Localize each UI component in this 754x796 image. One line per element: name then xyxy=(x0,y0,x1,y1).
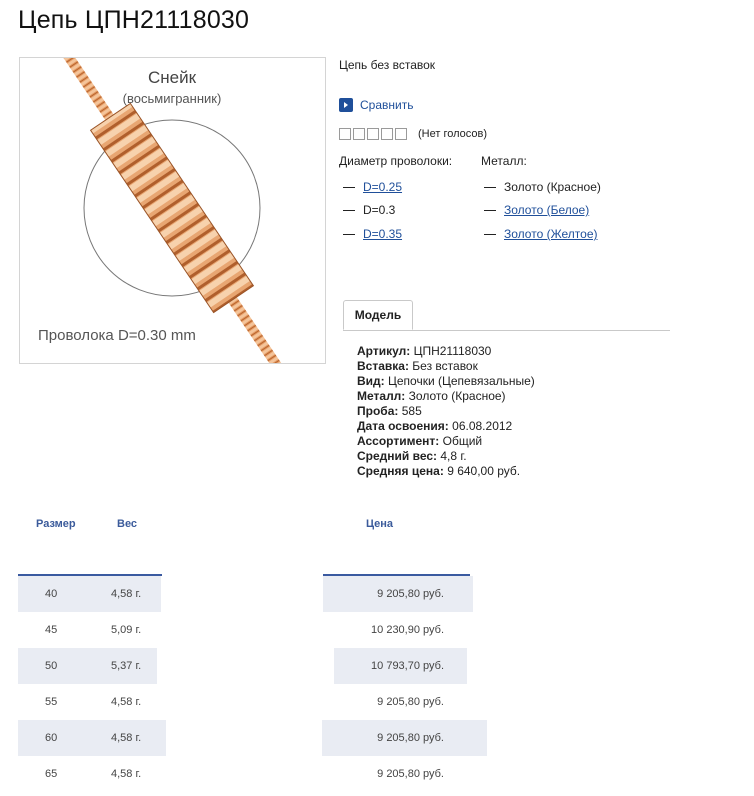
rating-star-icon[interactable] xyxy=(381,128,393,140)
compare-link[interactable]: Сравнить xyxy=(360,98,414,112)
detail-label: Ассортимент: xyxy=(357,434,440,448)
diameter-header: Диаметр проволоки: xyxy=(339,154,453,168)
detail-label: Проба: xyxy=(357,404,399,418)
rating-star-icon[interactable] xyxy=(339,128,351,140)
cell-size: 40 xyxy=(45,588,58,600)
product-image xyxy=(19,57,326,364)
detail-row xyxy=(357,359,535,374)
detail-value: Цепочки (Цепевязальные) xyxy=(388,374,535,388)
tab-bar xyxy=(343,330,670,331)
image-caption-main: Снейк xyxy=(147,68,197,87)
tab-model[interactable]: Модель xyxy=(343,300,413,330)
detail-value: 06.08.2012 xyxy=(452,419,513,433)
cell-size: 50 xyxy=(45,660,58,672)
cell-size: 45 xyxy=(45,624,58,636)
diameter-option[interactable] xyxy=(343,180,402,194)
cell-weight: 5,09 г. xyxy=(111,624,142,636)
image-caption-sub: (восьмигранник) xyxy=(122,91,222,106)
detail-value: Золото (Красное) xyxy=(408,389,506,403)
cell-weight: 4,58 г. xyxy=(111,768,142,780)
insert-note: Цепь без вставок xyxy=(339,58,436,72)
cell-size: 60 xyxy=(45,732,58,744)
cell-size: 65 xyxy=(45,768,58,780)
cell-weight: 4,58 г. xyxy=(111,732,142,744)
detail-value: ЦПН21118030 xyxy=(413,344,492,358)
details-list xyxy=(357,344,535,479)
detail-value: 4,8 г. xyxy=(440,449,467,463)
diameter-option[interactable] xyxy=(343,227,402,241)
diameter-link[interactable]: D=0.35 xyxy=(363,227,403,241)
detail-label: Вид: xyxy=(357,374,385,388)
cell-size: 55 xyxy=(45,696,58,708)
table-row-stripe xyxy=(18,720,166,756)
metal-link[interactable]: Золото (Желтое) xyxy=(504,227,598,241)
cell-price: 10 230,90 руб. xyxy=(371,624,444,636)
metal-link[interactable]: Золото (Белое) xyxy=(504,203,590,217)
detail-label: Средний вес: xyxy=(357,449,438,463)
detail-row xyxy=(357,374,535,389)
detail-label: Средняя цена: xyxy=(357,464,444,478)
detail-value: Без вставок xyxy=(412,359,478,373)
cell-weight: 4,58 г. xyxy=(111,696,142,708)
detail-row xyxy=(357,404,535,419)
detail-label: Вставка: xyxy=(357,359,409,373)
arrow-right-icon xyxy=(339,98,353,112)
detail-label: Артикул: xyxy=(357,344,411,358)
detail-label: Металл: xyxy=(357,389,406,403)
metal-option[interactable] xyxy=(484,203,589,217)
detail-row xyxy=(357,464,535,479)
cell-price: 9 205,80 руб. xyxy=(377,588,444,600)
cell-price: 9 205,80 руб. xyxy=(377,768,444,780)
rating-star-icon[interactable] xyxy=(395,128,407,140)
column-header-size: Размер xyxy=(36,518,76,530)
detail-row xyxy=(357,449,535,464)
cell-price: 9 205,80 руб. xyxy=(377,732,444,744)
column-header-price: Цена xyxy=(366,518,394,530)
detail-label: Дата освоения: xyxy=(357,419,449,433)
image-caption-wire: Проволока D=0.30 mm xyxy=(38,327,196,344)
detail-row xyxy=(357,389,535,404)
cell-weight: 4,58 г. xyxy=(111,588,142,600)
cell-price: 9 205,80 руб. xyxy=(377,696,444,708)
rating-star-icon[interactable] xyxy=(367,128,379,140)
diameter-link[interactable]: D=0.25 xyxy=(363,180,403,194)
metal-option[interactable] xyxy=(484,227,598,241)
rating-star-icon[interactable] xyxy=(353,128,365,140)
detail-row xyxy=(357,344,535,359)
page-title: Цепь ЦПН21118030 xyxy=(18,6,250,34)
rating xyxy=(339,128,487,140)
detail-row xyxy=(357,419,535,434)
metal-current: Золото (Красное) xyxy=(504,180,601,194)
metal-header: Металл: xyxy=(481,154,527,168)
cell-price: 10 793,70 руб. xyxy=(371,660,444,672)
detail-value: Общий xyxy=(442,434,483,448)
metal-option-current xyxy=(484,180,601,194)
compare-button[interactable] xyxy=(339,97,413,113)
column-header-weight: Вес xyxy=(117,518,138,530)
diameter-option-current xyxy=(343,203,395,217)
rating-text: (Нет голосов) xyxy=(418,128,488,140)
detail-value: 9 640,00 руб. xyxy=(447,464,521,478)
diameter-current: D=0.3 xyxy=(363,203,396,217)
detail-value: 585 xyxy=(401,404,422,418)
detail-row xyxy=(357,434,535,449)
cell-weight: 5,37 г. xyxy=(111,660,142,672)
